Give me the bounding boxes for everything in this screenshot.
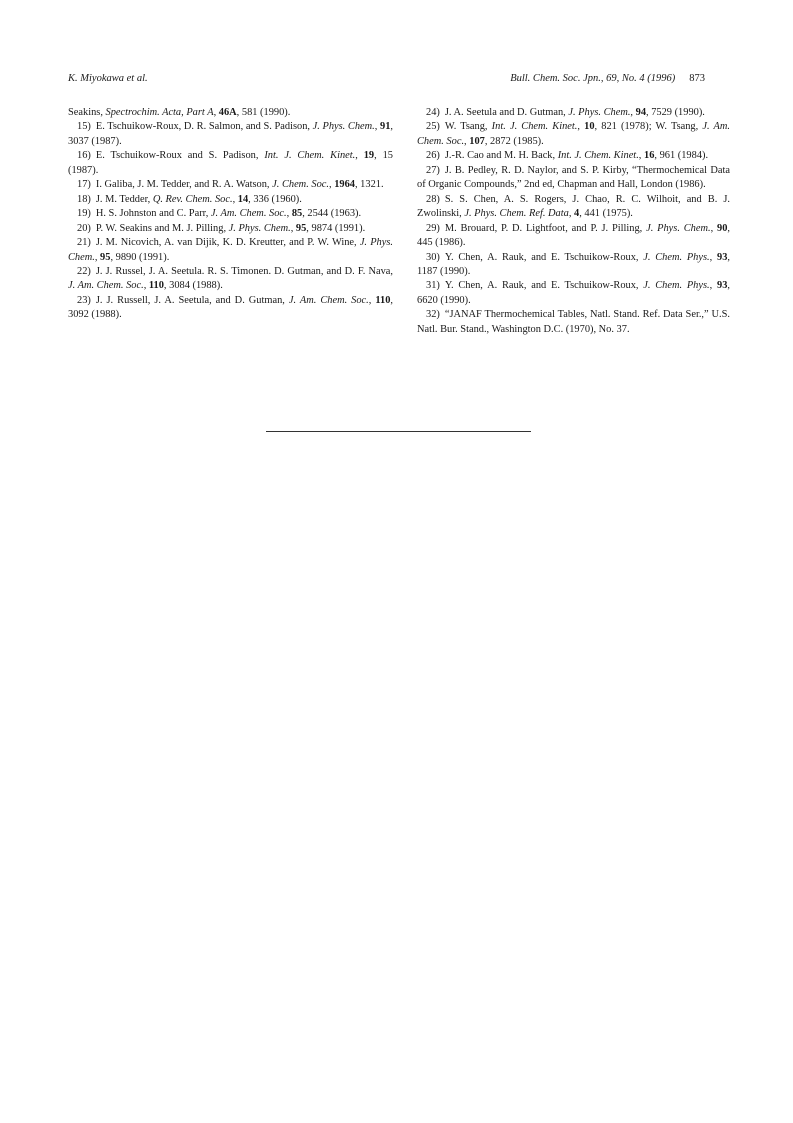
reference-number: 22) — [77, 265, 91, 277]
reference-text: J. M. Tedder, — [95, 193, 153, 205]
reference-text: , — [709, 251, 717, 263]
reference-text: , 2544 (1963). — [302, 208, 362, 220]
reference-text: , — [94, 251, 101, 263]
reference-text: , — [638, 150, 644, 162]
reference-text: E. Tschuikow-Roux and S. Padison, — [95, 150, 265, 162]
reference-text: , 445 (1986). — [417, 222, 731, 249]
reference-number: 23) — [77, 294, 91, 306]
reference-text: , — [329, 179, 335, 191]
reference-number: 32) — [426, 309, 440, 321]
journal-title: J. Am. Chem. Soc. — [417, 121, 730, 147]
volume-number: 1964 — [334, 179, 355, 191]
reference-entry — [68, 149, 393, 178]
reference-entry — [417, 120, 730, 149]
reference-text: , — [464, 135, 470, 147]
reference-text: , — [568, 208, 575, 220]
reference-text: , — [290, 222, 296, 234]
reference-text: , 2872 (1985). — [484, 135, 544, 147]
reference-text: , 7529 (1990). — [646, 107, 705, 118]
reference-text: I. Galiba, J. M. Tedder, and R. A. Watson, — [95, 179, 273, 191]
journal-title: J. Am. Chem. Soc. — [288, 294, 369, 306]
reference-text: , 336 (1960). — [248, 193, 302, 205]
reference-text: J. J. Russel, J. A. Seetula. R. S. Timonen. D. Gutman, and D. F. Nava, — [95, 265, 393, 277]
reference-entry — [417, 308, 730, 337]
volume-number: 94 — [635, 107, 647, 118]
reference-entry — [68, 222, 393, 236]
reference-entry — [68, 120, 393, 149]
volume-number: 4 — [574, 208, 580, 220]
reference-text: W. Tsang, — [444, 121, 492, 133]
reference-entry — [68, 207, 393, 221]
reference-text: , — [710, 222, 718, 234]
reference-text: , — [630, 107, 636, 118]
journal-title: J. Phys. Chem. — [68, 237, 393, 263]
running-head-journal — [510, 73, 705, 84]
reference-text: , — [232, 193, 238, 205]
volume-number: 46A — [218, 107, 237, 118]
reference-text: J.-R. Cao and M. H. Back, — [444, 150, 558, 162]
journal-title: Int. J. Chem. Kinet. — [557, 150, 639, 162]
reference-text: , — [143, 280, 149, 292]
reference-text: , 9890 (1991). — [110, 251, 170, 263]
reference-number: 15) — [77, 121, 91, 133]
reference-number: 24) — [426, 107, 440, 118]
reference-text: J. M. Nicovich, A. van Dijik, K. D. Kreutter, and P. W. Wine, — [95, 237, 360, 249]
reference-number: 20) — [77, 222, 91, 234]
journal-title: Spectrochim. Acta, Part A — [105, 107, 214, 118]
references-left-column — [68, 106, 393, 323]
reference-text: M. Brouard, P. D. Lightfoot, and P. J. Pilling, — [444, 222, 647, 234]
volume-number: 14 — [237, 193, 249, 205]
reference-number: 16) — [77, 150, 91, 162]
reference-text: , — [374, 121, 380, 133]
end-rule — [266, 431, 531, 432]
reference-entry — [417, 251, 730, 280]
reference-text: J. J. Russell, J. A. Seetula, and D. Gutman, — [95, 294, 289, 306]
reference-text: , 961 (1984). — [654, 150, 709, 162]
references-right-column — [417, 106, 730, 337]
volume-number: 19 — [363, 150, 375, 162]
reference-entry — [417, 193, 730, 222]
running-head-citation: Bull. Chem. Soc. Jpn., 69, No. 4 (1996) — [510, 73, 676, 84]
reference-text: , 1187 (1990). — [417, 251, 730, 277]
reference-text: , — [355, 150, 364, 162]
volume-number: 10 — [584, 121, 595, 133]
reference-text: H. S. Johnston and C. Parr, — [95, 208, 211, 220]
journal-title: J. Phys. Chem. — [312, 121, 375, 133]
reference-text: , 3092 (1988). — [68, 294, 394, 321]
journal-title: Q. Rev. Chem. Soc. — [152, 193, 233, 205]
reference-entry — [68, 265, 393, 294]
reference-entry — [417, 106, 730, 120]
reference-text: J. B. Pedley, R. D. Naylor, and S. P. Kirby, “Thermochemical Data of Organic Compounds,” 2nd ed, Chapman and Hall, London (1986). — [417, 164, 730, 191]
journal-title: J. Am. Chem. Soc. — [68, 280, 144, 292]
reference-number: 31) — [426, 280, 440, 292]
reference-text: , — [368, 294, 376, 306]
reference-number: 30) — [426, 251, 440, 263]
reference-text: “JANAF Thermochemical Tables, Natl. Stand. Ref. Data Ser.,” U.S. Natl. Bur. Stand., Washington D.C. (1970), No. 37. — [417, 309, 730, 335]
reference-entry — [68, 106, 393, 120]
reference-number: 21) — [77, 237, 91, 249]
volume-number: 95 — [295, 222, 307, 234]
journal-title: J. Chem. Phys. — [643, 251, 710, 263]
reference-text: , 15 (1987). — [68, 150, 393, 176]
journal-title: J. Phys. Chem. — [646, 222, 711, 234]
reference-text: , 9874 (1991). — [306, 222, 366, 234]
reference-entry — [68, 193, 393, 207]
reference-entry — [68, 294, 393, 323]
reference-entry — [68, 236, 393, 265]
reference-number: 18) — [77, 193, 91, 205]
reference-text: P. W. Seakins and M. J. Pilling, — [95, 222, 229, 234]
volume-number: 93 — [717, 280, 728, 292]
journal-title: Int. J. Chem. Kinet. — [491, 121, 578, 133]
journal-title: J. Phys. Chem. — [568, 107, 631, 118]
reference-number: 19) — [77, 208, 91, 220]
volume-number: 95 — [100, 251, 111, 263]
journal-title: J. Phys. Chem. Ref. Data — [464, 208, 569, 220]
volume-number: 85 — [291, 208, 303, 220]
reference-text: , — [577, 121, 585, 133]
reference-text: , 6620 (1990). — [417, 280, 730, 306]
volume-number: 91 — [380, 121, 391, 133]
page-number: 873 — [689, 73, 705, 84]
journal-title: J. Chem. Soc. — [272, 179, 329, 191]
reference-number: 28) — [426, 193, 440, 205]
reference-text: E. Tschuikow-Roux, D. R. Salmon, and S. Padison, — [95, 121, 313, 133]
reference-text: , — [709, 280, 717, 292]
reference-number: 25) — [426, 121, 440, 133]
reference-text: Y. Chen, A. Rauk, and E. Tschuikow-Roux, — [444, 251, 644, 263]
volume-number: 107 — [469, 135, 485, 147]
reference-text: , 1321. — [354, 179, 384, 191]
volume-number: 93 — [717, 251, 728, 263]
reference-text: , 441 (1975). — [579, 208, 633, 220]
volume-number: 16 — [644, 150, 655, 162]
volume-number: 110 — [375, 294, 391, 306]
journal-title: J. Chem. Phys. — [643, 280, 710, 292]
reference-text: Seakins, — [68, 107, 106, 118]
reference-text: , — [286, 208, 292, 220]
reference-entry — [417, 164, 730, 193]
reference-text: S. S. Chen, A. S. Rogers, J. Chao, R. C. Wilhoit, and B. J. Zwolinski, — [417, 193, 730, 220]
volume-number: 110 — [148, 280, 164, 292]
running-head-authors: K. Miyokawa et al. — [68, 73, 148, 84]
reference-number: 17) — [77, 179, 91, 191]
reference-entry — [417, 149, 730, 163]
reference-number: 27) — [426, 164, 440, 176]
reference-text: Y. Chen, A. Rauk, and E. Tschuikow-Roux, — [444, 280, 644, 292]
reference-number: 29) — [426, 222, 440, 234]
reference-entry — [68, 178, 393, 192]
journal-title: J. Phys. Chem. — [228, 222, 291, 234]
reference-text: , 3084 (1988). — [163, 280, 223, 292]
reference-entry — [417, 279, 730, 308]
volume-number: 90 — [717, 222, 728, 234]
reference-text: J. A. Seetula and D. Gutman, — [444, 107, 569, 118]
reference-entry — [417, 222, 730, 251]
reference-text: , 581 (1990). — [236, 107, 291, 118]
reference-text: , 3037 (1987). — [68, 121, 393, 147]
reference-text: , 821 (1978); W. Tsang, — [594, 121, 703, 133]
reference-text: , — [213, 107, 219, 118]
journal-title: J. Am. Chem. Soc. — [210, 208, 287, 220]
journal-title: Int. J. Chem. Kinet. — [264, 150, 356, 162]
reference-number: 26) — [426, 150, 440, 162]
